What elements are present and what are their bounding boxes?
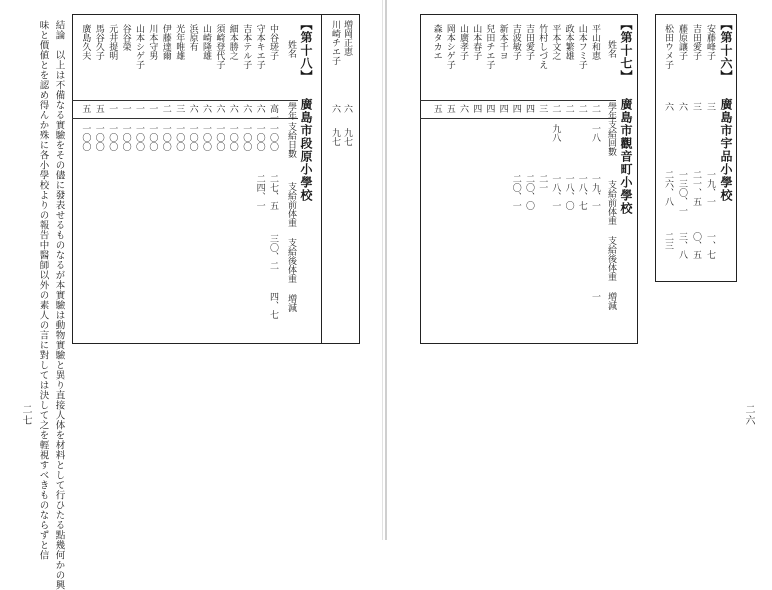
section17-header-after: 支給後体重 <box>606 236 616 281</box>
s16-cell-diff: 〇、五 <box>691 232 701 259</box>
s17-cell-year: 五 <box>431 104 442 113</box>
s18-cell-days: 一〇〇 <box>201 124 211 151</box>
s18-cell-days: 一〇〇 <box>187 124 198 151</box>
s18prev-cell-name: 増岡正恵 <box>342 20 352 56</box>
s18-cell-before: 二七、五 <box>268 174 278 210</box>
s17-cell-year: 四 <box>497 104 508 113</box>
s18-cell-name: 光年唯雄 <box>174 24 185 60</box>
s17-cell-name: 森タカエ <box>431 24 442 60</box>
s17-cell-days: 九八 <box>550 124 561 142</box>
s18-cell-name: 谷谷榮 <box>120 24 131 51</box>
s18-cell-year: 六 <box>201 104 211 113</box>
section17-year-rule <box>420 118 616 119</box>
section18-prev-table <box>322 14 360 344</box>
s18-cell-year: 六 <box>254 104 265 113</box>
s18-cell-days: 一〇〇 <box>134 124 144 151</box>
s18prev-cell-year: 六 <box>330 104 340 113</box>
s18-cell-days: 一〇〇 <box>120 124 131 151</box>
section17-header-year: 學年 <box>606 102 616 120</box>
s17-cell-year: 二 <box>550 104 561 113</box>
section18-header-after: 支給後体重 <box>286 238 296 283</box>
s18-cell-days: 一〇〇 <box>80 124 91 151</box>
section18-header-days: 支給日數 <box>286 122 296 158</box>
s17-cell-year: 二 <box>590 104 600 113</box>
s18-cell-name: 廣島久夫 <box>80 24 91 60</box>
s18-cell-year: 一 <box>134 104 144 113</box>
s18-cell-year: 一 <box>107 104 118 113</box>
s16-cell-name: 松田ウメ子 <box>663 24 673 69</box>
section17-header-before: 支給前体重 <box>606 180 616 225</box>
s17-cell-year: 四 <box>510 104 521 113</box>
s18-cell-name: 中谷瑳子 <box>268 24 278 60</box>
s18-cell-year: 六 <box>227 104 238 113</box>
s18-cell-days: 一〇〇 <box>227 124 238 151</box>
s18-cell-days: 一〇〇 <box>241 124 252 151</box>
s16-cell-diff: 二三 <box>663 232 673 250</box>
s17-cell-before: 一八、〇 <box>563 174 574 210</box>
s18-cell-diff: 四、七 <box>268 292 278 319</box>
left-page-number: 二七 <box>20 404 31 426</box>
section18-table <box>72 14 322 344</box>
s16-cell-year: 六 <box>663 102 673 111</box>
s17-cell-name: 兒田チエ子 <box>484 24 495 69</box>
s17-cell-before: 二〇、〇 <box>524 174 534 210</box>
s18-cell-name: 細本勝之 <box>227 24 238 60</box>
s18prev-cell-year: 六 <box>342 104 352 113</box>
s16-cell-year: 六 <box>677 102 687 111</box>
s18-cell-year: 三 <box>174 104 185 113</box>
section17-header-days: 支給回數 <box>606 120 616 156</box>
s18-cell-year: 五 <box>80 104 91 113</box>
section18-title: 【第十八】 廣島市段原小學校 <box>299 18 313 202</box>
s17-cell-name: 吉波敏子 <box>510 24 521 60</box>
s17-cell-year: 二 <box>563 104 574 113</box>
section17-title: 【第十七】 廣島市觀音町小學校 <box>619 18 633 215</box>
s17-cell-name: 政本繁雄 <box>563 24 574 60</box>
s16-cell-after: 一三〇、一 <box>677 170 687 215</box>
section18-header-before: 支給前体重 <box>286 182 296 227</box>
s16-cell-after: 一九、一 <box>705 170 715 206</box>
s18-cell-days: 一〇〇 <box>214 124 225 151</box>
s17-cell-name: 山本春子 <box>471 24 482 60</box>
gutter-shadow <box>382 0 383 540</box>
s18prev-cell-days: 九七 <box>330 128 340 146</box>
s18-cell-days: 一〇〇 <box>160 124 171 151</box>
s17-cell-name: 山廣孝子 <box>458 24 468 60</box>
s17-cell-before: 一八、七 <box>576 174 587 210</box>
s17-cell-diff: 一 <box>590 292 600 301</box>
s17-cell-name: 平山和恵 <box>590 24 600 60</box>
s18-cell-year: 六 <box>187 104 198 113</box>
s17-cell-name: 平本文之 <box>550 24 561 60</box>
s18-cell-after: 三〇、二 <box>268 234 278 270</box>
s17-cell-year: 二 <box>576 104 587 113</box>
s18-cell-year: 六 <box>214 104 225 113</box>
s18-cell-before: 二四、一 <box>254 174 265 210</box>
s17-cell-year: 六 <box>458 104 468 113</box>
s18-cell-days: 一〇〇 <box>107 124 118 151</box>
s16-cell-diff: 三、八 <box>677 232 687 259</box>
section17-header-diff: 増減 <box>606 292 616 310</box>
s18-cell-name: 馬谷久子 <box>93 24 104 60</box>
section18-header-diff: 増減 <box>286 294 296 312</box>
s18-cell-year: 一 <box>147 104 158 113</box>
s18-cell-name: 吉本テル子 <box>241 24 252 69</box>
s18-cell-days: 一〇〇 <box>147 124 158 151</box>
s18prev-cell-name: 川崎チエ子 <box>330 20 340 65</box>
section17-header-name: 姓名 <box>606 40 616 58</box>
s16-cell-diff: 一、七 <box>705 232 715 259</box>
s18-cell-year: 二 <box>160 104 171 113</box>
page-gutter <box>385 0 387 540</box>
conclusion-line-2: 味と價値とを認め得んか殊に各小學校よりの報告中醫師以外の素人の言に對しては決して之を輕視すべきものならずと信 <box>37 20 49 560</box>
section16-title: 【第十六】 廣島市宇品小學校 <box>719 18 733 202</box>
s17-cell-before: 一九、一 <box>590 174 600 210</box>
s18-cell-days: 一〇〇 <box>254 124 265 151</box>
section18-header-name: 姓名 <box>286 40 296 58</box>
s18-cell-year: 一 <box>120 104 131 113</box>
s17-cell-before: 二〇、一 <box>510 174 521 210</box>
s17-cell-year: 四 <box>471 104 482 113</box>
s17-cell-before: 一八、一 <box>550 174 561 210</box>
s17-cell-year: 五 <box>444 104 455 113</box>
s17-cell-days: 一八 <box>590 124 600 142</box>
conclusion-line-1: 結論 以上は不備なる實驗をその儘に發表せるものなるが本實驗は動物實驗と異り直接人体を材料として行ひたる點幾何かの興 <box>53 20 65 590</box>
right-page-number: 二六 <box>743 404 754 426</box>
s16-cell-name: 吉田愛子 <box>691 24 701 60</box>
s18prev-cell-days: 九七 <box>342 128 352 146</box>
s18-cell-days: 一〇〇 <box>174 124 185 151</box>
s18-cell-name: 須崎登代子 <box>214 24 225 69</box>
s18-cell-name: 元井提明 <box>107 24 118 60</box>
s18-cell-year: 五 <box>93 104 104 113</box>
s16-cell-name: 藤原讓子 <box>677 24 687 60</box>
s18-cell-days: 一〇〇 <box>93 124 104 151</box>
s18-cell-name: 山崎隆雄 <box>201 24 211 60</box>
s17-cell-before: 二一 <box>537 174 548 192</box>
s17-cell-name: 竹村しづえ <box>537 24 548 69</box>
s18-cell-name: 川本守男 <box>147 24 158 60</box>
s16-cell-after: 二六、八 <box>663 170 673 206</box>
s17-cell-name: 岡本シゲ子 <box>444 24 455 69</box>
section18-header-year: 學年 <box>286 102 296 120</box>
s18-cell-name: 守本キエ子 <box>254 24 265 69</box>
s17-cell-year: 三 <box>537 104 548 113</box>
s17-cell-name: 新本千ヨ <box>497 24 508 60</box>
s18-cell-year: 六 <box>241 104 252 113</box>
s18-cell-name: 伊藤達爾 <box>160 24 171 60</box>
s16-cell-year: 三 <box>691 102 701 111</box>
s17-cell-year: 四 <box>524 104 534 113</box>
section18-year-rule <box>72 118 298 119</box>
s16-cell-name: 安藤峰子 <box>705 24 715 60</box>
s18-cell-year: 高一 <box>268 104 278 122</box>
s16-cell-year: 三 <box>705 102 715 111</box>
s18-cell-name: 浜原有 <box>187 24 198 51</box>
s16-cell-after: 二一、五 <box>691 170 701 206</box>
s18-cell-days: 一〇〇 <box>268 124 278 151</box>
section18-header-rule <box>72 100 298 101</box>
s17-cell-name: 山本フミ子 <box>576 24 587 69</box>
s18-cell-name: 山本シゲ子 <box>134 24 144 69</box>
s17-cell-year: 四 <box>484 104 495 113</box>
s17-cell-name: 吉田愛子 <box>524 24 534 60</box>
section17-header-rule <box>420 100 616 101</box>
